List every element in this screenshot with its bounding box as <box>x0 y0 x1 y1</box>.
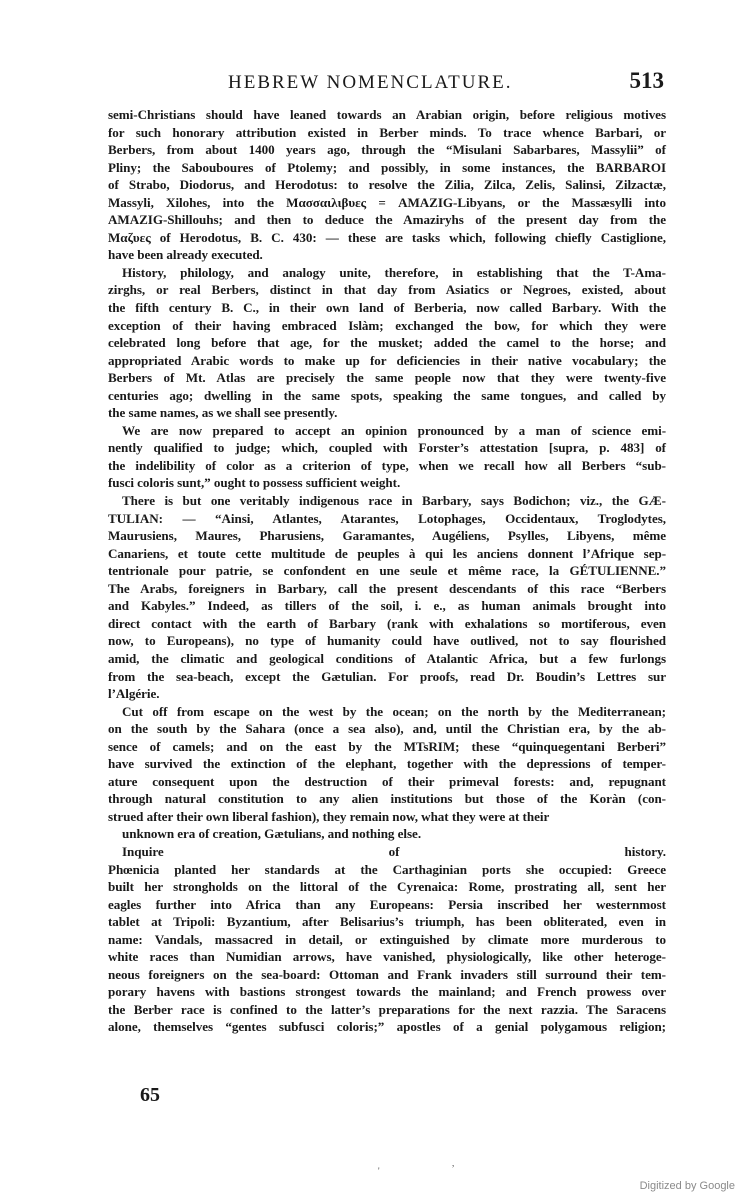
text-line: There is but one veritably indigenous race in Barbary, says Bodichon; viz., the GÆ- <box>122 493 666 509</box>
text-line: built her strongholds on the littoral of the Cyrenaica: Rome, prostrating all, sent her <box>108 879 666 895</box>
text-line: the same names, as we shall see presently. <box>108 405 338 421</box>
text-line: sence of camels; and on the east by the MTsRIM; these “quinquegentani Berberi” <box>108 738 666 754</box>
text-line: nently qualified to judge; which, coupled with Forster’s attestation [supra, p. 483] of <box>108 440 666 456</box>
page-header <box>108 68 664 98</box>
text-line: eagles further into Africa than any Europeans: Persia inscribed her westernmost <box>108 896 666 912</box>
ink-speck: , <box>452 1158 455 1168</box>
text-line: TULIAN: — “Ainsi, Atlantes, Atarantes, Lotophages, Occidentaux, Troglodytes, <box>108 510 666 526</box>
text-line: have been already executed. <box>108 247 263 263</box>
text-line: through natural constitution to any alien institutions but those of the Koràn (con- <box>108 791 666 807</box>
text-line: strued after their own liberal fashion), they remain now, what they were at their <box>108 808 550 824</box>
text-line: AMAZIG-Shillouhs; and then to deduce the Amaziryhs of the present day from the <box>108 212 666 228</box>
running-title: HEBREW NOMENCLATURE. <box>228 72 513 93</box>
text-line: We are now prepared to accept an opinion pronounced by a man of science emi- <box>122 422 666 438</box>
text-line: the Berber race is confined to the latter’s preparations for the next razzia. The Saracens <box>108 1001 666 1017</box>
text-line: unknown era of creation, Gætulians, and nothing else. <box>122 826 422 842</box>
ink-speck: ' <box>378 1166 380 1176</box>
text-line: Pliny; the Sabouboures of Ptolemy; and possibly, in some instances, the BARBAROI <box>108 159 666 175</box>
text-line: appropriated Arabic words to make up for deficiencies in their native vocabulary; the <box>108 352 666 368</box>
text-line: the indelibility of color as a criterion of type, when we recall how all Berbers “sub- <box>108 457 666 473</box>
text-line: Phœnicia planted her standards at the Carthaginian ports she occupied: Greece <box>108 861 666 877</box>
text-line: neous foreigners on the sea-board: Ottoman and Frank invaders still surround their tem- <box>108 966 666 982</box>
text-line: tentrionale pour patrie, se confondent en une seule et même race, la GÉTULIENNE.” <box>108 563 666 579</box>
text-line: semi-Christians should have leaned towards an Arabian origin, before religious motives <box>108 107 666 122</box>
text-line: now, to Europeans), no type of humanity could have outlived, not to say flourished <box>108 633 666 649</box>
text-line: porary havens with bastions strongest towards the mainland; and French prowess over <box>108 984 666 1000</box>
text-line: direct contact with the earth of Barbary (rank with exhalations so mortiferous, even <box>108 615 666 631</box>
text-line: ature consequent upon the destruction of their primeval forests: and, repugnant <box>108 773 666 789</box>
text-line: Berbers, from about 1400 years ago, through the “Misulani Sabarbares, Massylii” of <box>108 142 666 158</box>
text-line: amid, the climatic and geological conditions of Atalantic Africa, but a few furlongs <box>108 650 666 666</box>
signature-mark: 65 <box>140 1084 160 1106</box>
text-line: Berbers of Mt. Atlas are precisely the same people now that they were twenty-five <box>108 370 666 386</box>
text-line: celebrated long before that age, for the musket; added the camel to the horse; and <box>108 335 666 351</box>
body-text <box>108 106 666 1036</box>
text-line: white races than Numidian arrows, have vanished, physiologically, like other heteroge- <box>108 949 666 965</box>
text-line: name: Vandals, massacred in detail, or extinguished by climate more murderous to <box>108 931 666 947</box>
text-line: The Arabs, foreigners in Barbary, call the present descendants of this race “Berbers <box>108 580 666 596</box>
text-line: l’Algérie. <box>108 686 160 702</box>
text-line: Canariens, et toute cette multitude de peuples à qui les anciens donnent l’Afrique sep- <box>108 545 666 561</box>
text-line: from the sea-beach, except the Gætulian. For proofs, read Dr. Boudin’s Lettres sur <box>108 668 666 684</box>
text-line: centuries ago; dwelling in the same spots, speaking the same tongues, and called by <box>108 387 666 403</box>
text-line: for such honorary attribution existed in Berber minds. To trace whence Barbari, or <box>108 124 666 140</box>
text-line: fusci coloris sunt,” ought to possess sufficient weight. <box>108 475 401 491</box>
text-line: zirghs, or real Berbers, distinct in that day from Asiatics or Negroes, existed, about <box>108 282 666 298</box>
text-line: the fifth century B. C., in their own land of Berberia, now called Barbary. With the <box>108 300 666 316</box>
watermark: Digitized by Google <box>639 1180 735 1192</box>
text-line: have survived the extinction of the elephant, together with the depressions of temper- <box>108 756 666 772</box>
text-line: History, philology, and analogy unite, therefore, in establishing that the T-Ama- <box>122 264 666 280</box>
text-line: tablet at Tripoli: Byzantium, after Belisarius’s triumph, has been obliterated, even in <box>108 914 666 930</box>
text-line: Μαζυες of Herodotus, B. C. 430: — these are tasks which, following chiefly Castiglione, <box>108 229 666 245</box>
text-line: Massyli, Xilohes, into the Μασσαιλιβυες = AMAZIG-Libyans, or the Massæsylli into <box>108 194 666 210</box>
text-line: Cut off from escape on the west by the ocean; on the north by the Mediterranean; <box>122 703 666 719</box>
page-number: 513 <box>629 68 664 93</box>
text-line: Inquire of history. <box>122 843 666 859</box>
text-line: exception of their having embraced Islàm; exchanged the bow, for which they were <box>108 317 666 333</box>
text-line: and Kabyles.” Indeed, as tillers of the soil, i. e., as human animals brought into <box>108 598 666 614</box>
text-line: on the south by the Sahara (once a sea also), and, until the Christian era, by the ab- <box>108 721 666 737</box>
text-line: alone, themselves “gentes subfusci coloris;” apostles of a genial polygamous religion; <box>108 1019 666 1035</box>
text-line: of Strabo, Diodorus, and Herodotus: to resolve the Zilia, Zilca, Zelis, Salinsi, Zilzactæ, <box>108 177 666 193</box>
text-line: Maurusiens, Maures, Pharusiens, Garamantes, Augéliens, Psylles, Libyens, même <box>108 528 666 544</box>
